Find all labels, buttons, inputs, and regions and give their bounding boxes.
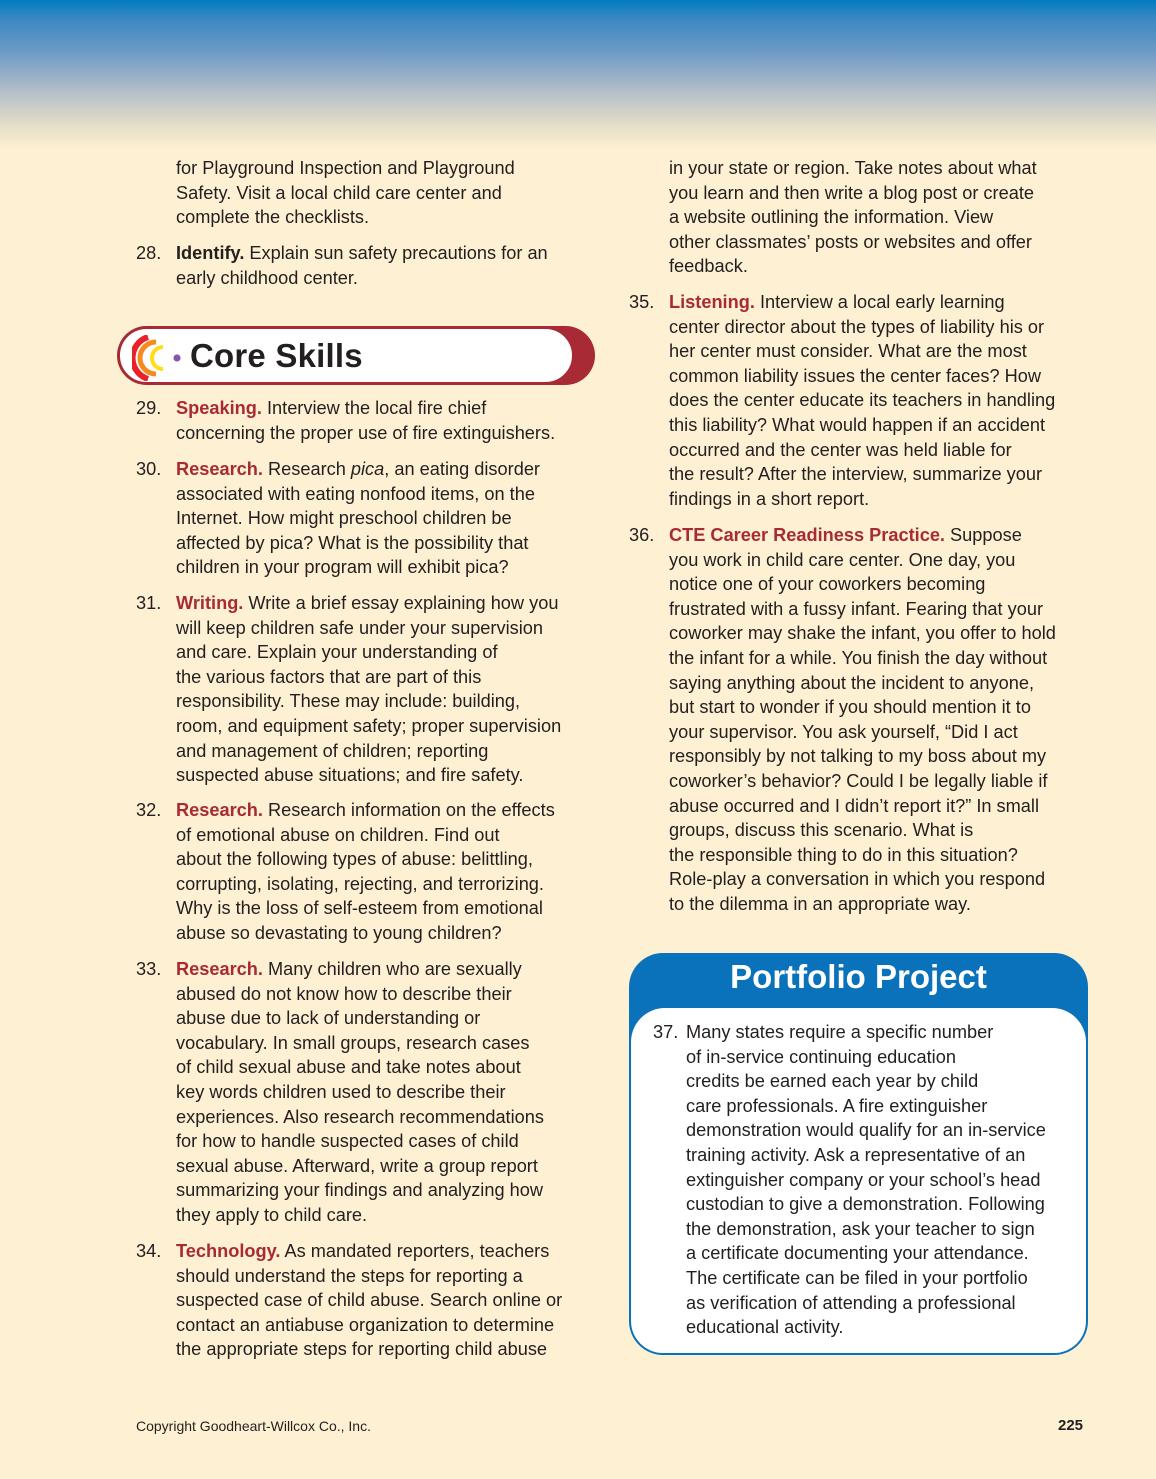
item-number: 34. (136, 1241, 162, 1261)
item-36 (629, 523, 1094, 917)
text-line: the appropriate steps for reporting child abuse (176, 1339, 548, 1360)
text-line: of emotional abuse on children. Find out (176, 824, 500, 845)
text-line: other classmates’ posts or websites and offer (669, 231, 1032, 252)
text-line: associated with eating nonfood items, on the (176, 483, 535, 504)
text-line: of in-service continuing education (686, 1046, 956, 1067)
text-line: responsibility. These may include: building, (176, 691, 521, 712)
text-line: Research information on the effects (262, 800, 555, 820)
text-line: you work in child care center. One day, you (669, 549, 1016, 570)
text-line: care professionals. A fire extinguisher (686, 1095, 988, 1116)
text-line: and management of children; reporting (176, 740, 489, 761)
core-skills-banner-inner (119, 328, 573, 383)
item-lead: Technology. (176, 1241, 281, 1261)
text-line: educational activity. (686, 1317, 844, 1338)
item-number: 36. (629, 525, 655, 545)
text-line: The certificate can be filed in your portfolio (686, 1267, 1028, 1288)
text-line: responsibly by not talking to my boss about my (669, 746, 1047, 767)
text-line: Interview the local fire chief (261, 398, 487, 418)
item-37 (631, 1020, 1086, 1340)
item-35 (629, 290, 1094, 511)
text-line: As mandated reporters, teachers (280, 1241, 550, 1261)
text-line: this liability? What would happen if an accident (669, 414, 1046, 435)
text-line: Why is the loss of self-esteem from emotional (176, 898, 543, 919)
text-line: coworker may shake the infant, you offer to hold (669, 623, 1056, 644)
item-number: 37. (653, 1022, 679, 1042)
text-line: Write a brief essay explaining how you (243, 593, 559, 613)
text-line: for how to handle suspected cases of child (176, 1131, 519, 1152)
text-line: demonstration would qualify for an in-service (686, 1120, 1046, 1141)
item-number: 29. (136, 398, 162, 418)
text-fragment: , an eating disorder (384, 459, 540, 479)
text-line: Suppose (944, 525, 1022, 545)
text-line: children in your program will exhibit pica? (176, 557, 509, 578)
text-line: contact an antiabuse organization to determine (176, 1314, 555, 1335)
text-line: in your state or region. Take notes about what (669, 158, 1037, 178)
item-lead: Listening. (669, 292, 755, 312)
text-line: the demonstration, ask your teacher to sign (686, 1218, 1035, 1239)
text-line: affected by pica? What is the possibility that (176, 532, 529, 553)
text-line: findings in a short report. (669, 488, 870, 509)
item-number: 31. (136, 593, 162, 613)
text-line: Explain sun safety precautions for an (244, 243, 548, 263)
text-line: concerning the proper use of fire extinguishers. (176, 422, 556, 443)
text-line: credits be earned each year by child (686, 1071, 979, 1092)
text-line: for Playground Inspection and Playground (176, 158, 515, 178)
text-line: about the following types of abuse: belittling, (176, 849, 533, 870)
text-line: Many children who are sexually (262, 959, 522, 979)
text-line: suspected case of child abuse. Search online or (176, 1290, 563, 1311)
text-line: room, and equipment safety; proper supervision (176, 715, 562, 736)
item-lead: Research. (176, 800, 263, 820)
text-line: feedback. (669, 256, 748, 277)
item-32 (136, 798, 606, 946)
item-30 (136, 457, 606, 580)
text-line: custodian to give a demonstration. Following (686, 1194, 1045, 1215)
portfolio-project-title: Portfolio Project (730, 958, 987, 995)
text-line: coworker’s behavior? Could I be legally liable if (669, 770, 1048, 791)
text-line: sexual abuse. Afterward, write a group report (176, 1155, 538, 1176)
item-28 (136, 241, 606, 290)
item-34 (136, 1239, 606, 1362)
text-line: Internet. How might preschool children be (176, 508, 512, 529)
text-line: saying anything about the incident to anyone, (669, 672, 1035, 693)
text-line: to the dilemma in an appropriate way. (669, 893, 971, 914)
text-line: a certificate documenting your attendance. (686, 1243, 1029, 1264)
item-33 (136, 957, 606, 1228)
item-number: 30. (136, 459, 162, 479)
text-line: the infant for a while. You finish the day without (669, 647, 1048, 668)
core-skills-banner (117, 326, 595, 385)
text-line: the result? After the interview, summarize your (669, 464, 1043, 485)
text-line: summarizing your findings and analyzing how (176, 1180, 543, 1201)
text-line: key words children used to describe their (176, 1081, 506, 1102)
text-line: center director about the types of liability his or (669, 316, 1045, 337)
text-line: of child sexual abuse and take notes about (176, 1057, 521, 1078)
copyright-notice: Copyright Goodheart-Willcox Co., Inc. (136, 1418, 371, 1434)
text-line: the responsible thing to do in this situation? (669, 844, 1018, 865)
text-line: will keep children safe under your supervision (176, 617, 543, 638)
text-line: the various factors that are part of this (176, 666, 482, 687)
text-line: training activity. Ask a representative of an (686, 1144, 1026, 1165)
text-line: abused do not know how to describe their (176, 983, 512, 1004)
text-line: extinguisher company or your school’s head (686, 1169, 1041, 1190)
text-line: and care. Explain your understanding of (176, 642, 498, 663)
item-number: 35. (629, 292, 655, 312)
item-lead: Speaking. (176, 398, 262, 418)
text-line: abuse so devastating to young children? (176, 922, 502, 943)
item-lead: Research. (176, 959, 263, 979)
text-line: corrupting, isolating, rejecting, and terrorizing. (176, 873, 544, 894)
portfolio-project-box (629, 953, 1088, 1355)
text-line: groups, discuss this scenario. What is (669, 820, 974, 841)
text-fragment: Research (262, 459, 351, 479)
text-line: complete the checklists. (176, 207, 370, 228)
text-line: should understand the steps for reporting a (176, 1265, 523, 1286)
item-29 (136, 396, 606, 445)
item-number: 33. (136, 959, 162, 979)
text-line: abuse due to lack of understanding or (176, 1008, 481, 1029)
item-27-continuation (136, 156, 606, 230)
item-number: 32. (136, 800, 162, 820)
italic-term: pica (350, 459, 385, 479)
text-line: occurred and the center was held liable for (669, 439, 1012, 460)
page-number: 225 (1058, 1417, 1084, 1434)
page-header-gradient (0, 0, 1156, 150)
text-line: but start to wonder if you should mention it to (669, 697, 1031, 718)
text-line: Many states require a specific number (686, 1022, 994, 1042)
text-line: early childhood center. (176, 267, 358, 288)
text-line: Interview a local early learning (754, 292, 1005, 312)
text-line: does the center educate its teachers in handling (669, 390, 1056, 411)
text-line: experiences. Also research recommendations (176, 1106, 544, 1127)
text-line: they apply to child care. (176, 1204, 368, 1225)
text-line: you learn and then write a blog post or create (669, 182, 1034, 203)
text-line: your supervisor. You ask yourself, “Did I act (669, 721, 1018, 742)
text-line: a website outlining the information. View (669, 207, 994, 228)
text-line: suspected abuse situations; and fire safety. (176, 765, 524, 786)
item-number: 28. (136, 243, 162, 263)
item-lead: Research. (176, 459, 263, 479)
text-line: common liability issues the center faces? How (669, 365, 1041, 386)
text-line: notice one of your coworkers becoming (669, 574, 986, 595)
item-34-continuation (629, 156, 1094, 279)
text-line: as verification of attending a professional (686, 1292, 1016, 1313)
text-line: abuse occurred and I didn’t report it?” In small (669, 795, 1040, 816)
text-line: Safety. Visit a local child care center and (176, 182, 502, 203)
item-lead: Identify. (176, 243, 245, 263)
item-lead: CTE Career Readiness Practice. (669, 525, 945, 545)
text-line: frustrated with a fussy infant. Fearing that your (669, 598, 1044, 619)
item-31 (136, 591, 606, 788)
core-skills-sound-waves-icon (132, 335, 192, 381)
item-lead: Writing. (176, 593, 244, 613)
core-skills-title: Core Skills (190, 337, 363, 374)
text-line: vocabulary. In small groups, research cases (176, 1032, 530, 1053)
text-line: her center must consider. What are the most (669, 341, 1027, 362)
text-line: Role-play a conversation in which you respond (669, 869, 1046, 890)
portfolio-project-body (631, 1008, 1086, 1353)
